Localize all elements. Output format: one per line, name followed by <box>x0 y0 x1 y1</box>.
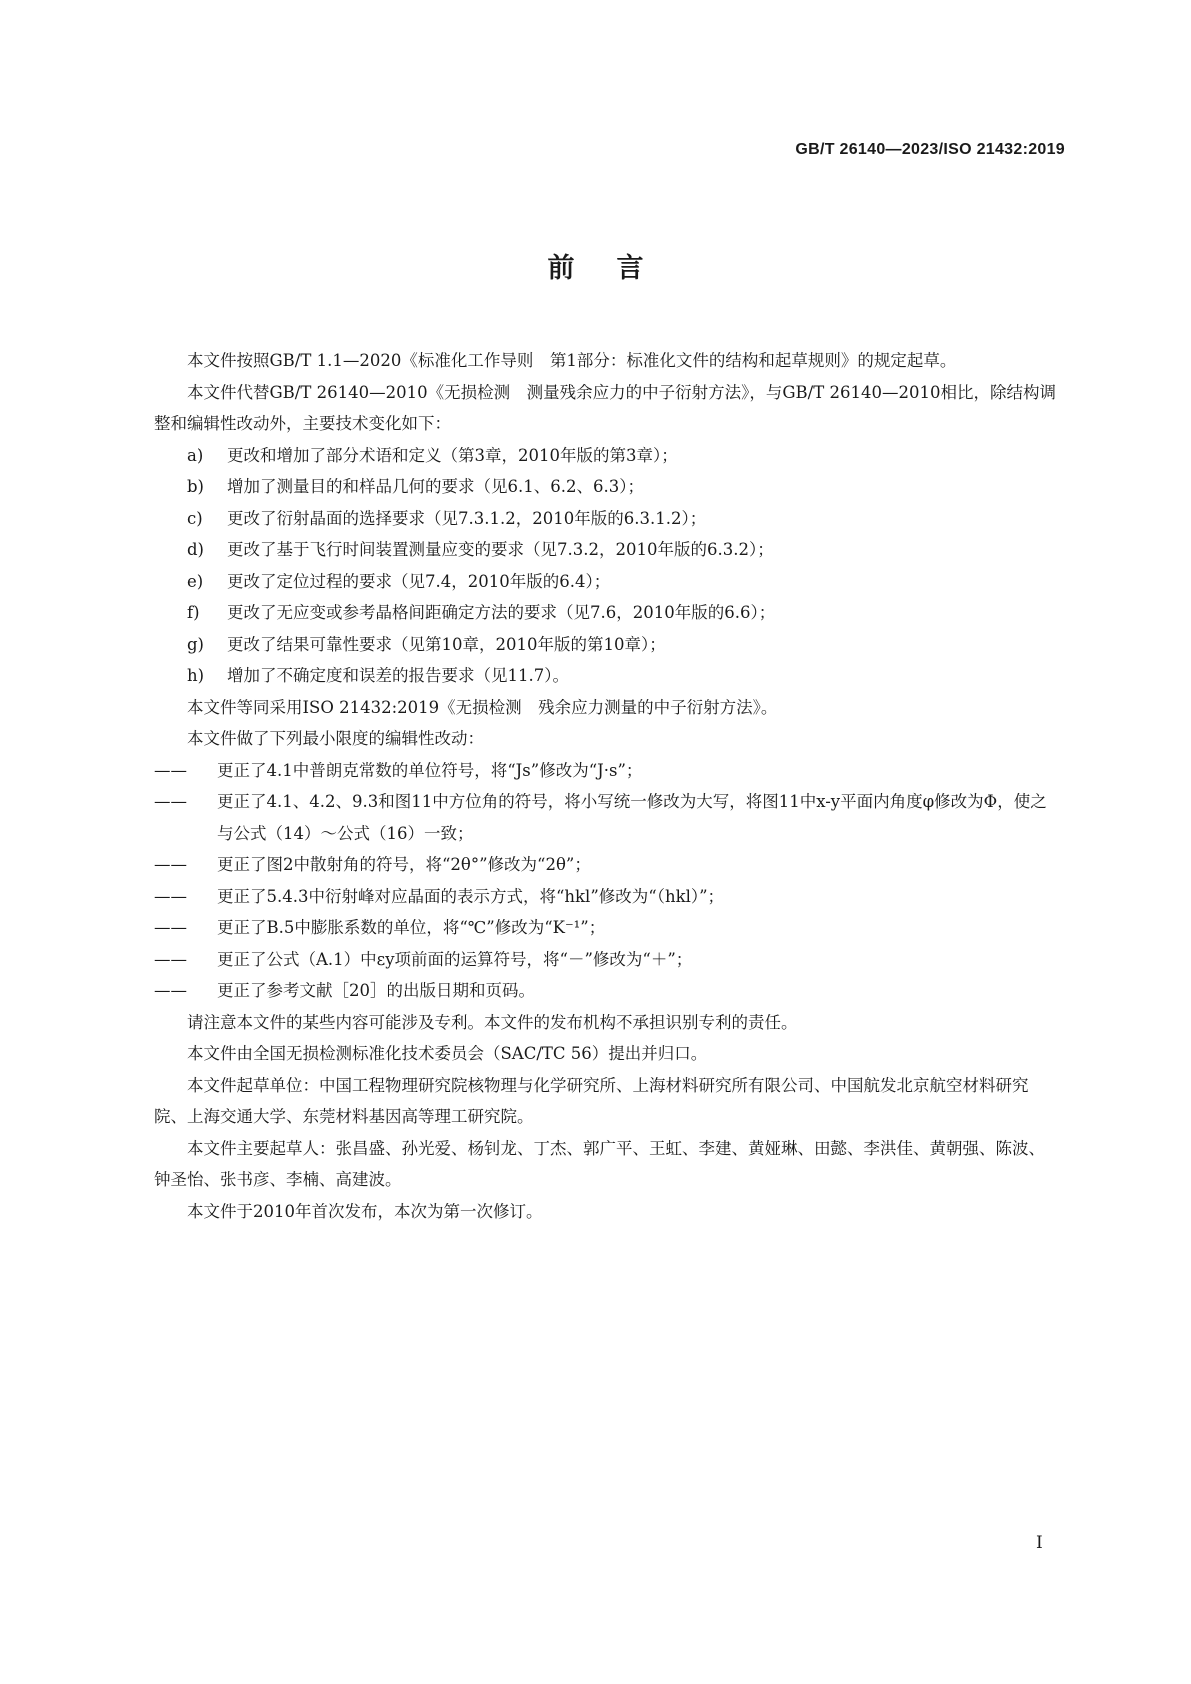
list-label: c) <box>187 508 203 528</box>
dash-item <box>154 912 1060 944</box>
dash-mark: —— <box>154 981 187 1000</box>
dash-item <box>154 881 1060 913</box>
list-text: 更改和增加了部分术语和定义（第3章，2010年版的第3章）； <box>227 445 678 465</box>
dash-item <box>154 755 1060 787</box>
foreword-body <box>154 345 1060 1227</box>
list-text: 增加了测量目的和样品几何的要求（见6.1、6.2、6.3）； <box>227 477 644 496</box>
dash-text: 更正了5.4.3中衍射峰对应晶面的表示方式，将“hkl”修改为“（hkl）”； <box>217 886 725 906</box>
list-item <box>154 503 1060 535</box>
list-item <box>154 440 1060 472</box>
list-text: 更改了定位过程的要求（见7.4，2010年版的6.4）； <box>227 571 611 591</box>
list-label: e) <box>187 571 204 591</box>
paragraph: 本文件主要起草人：张昌盛、孙光爱、杨钊龙、丁杰、郭广平、王虹、李建、黄娅琳、田懿、李洪佳、黄朝强、陈波、钟圣怡、张书彦、李楠、高建波。 <box>154 1138 1045 1189</box>
dash-text: 更正了图2中散射角的符号，将“2θ°”修改为“2θ”； <box>217 855 591 874</box>
list-label: f) <box>187 603 200 622</box>
edits-list <box>154 755 1060 1007</box>
dash-item <box>154 786 1060 849</box>
list-text: 更改了基于飞行时间装置测量应变的要求（见7.3.2，2010年版的6.3.2）； <box>227 540 774 559</box>
dash-mark: —— <box>154 760 187 780</box>
page-title: 前言 <box>547 253 686 284</box>
list-text: 更改了衍射晶面的选择要求（见7.3.1.2，2010年版的6.3.1.2）； <box>227 508 707 528</box>
dash-mark: —— <box>154 918 187 937</box>
dash-text: 更正了参考文献［20］的出版日期和页码。 <box>217 981 535 1000</box>
list-label: a) <box>187 445 204 465</box>
paragraph: 本文件等同采用ISO 21432:2019《无损检测 残余应力测量的中子衍射方法》。 <box>187 697 778 717</box>
dash-text: 更正了公式（A.1）中εy项前面的运算符号，将“－”修改为“＋”； <box>217 949 693 969</box>
dash-item <box>154 975 1060 1007</box>
dash-item <box>154 849 1060 881</box>
page-number: I <box>1036 1533 1043 1553</box>
standard-number: GB/T 26140—2023/ISO 21432:2019 <box>795 141 1065 158</box>
list-text: 更改了结果可靠性要求（见第10章，2010年版的第10章）； <box>227 634 666 654</box>
list-label: g) <box>187 634 204 654</box>
dash-text: 更正了4.1、4.2、9.3和图11中方位角的符号，将小写统一修改为大写，将图11中x-y平面内角度φ修改为Φ，使之与公式（14）～公式（16）一致； <box>217 792 1047 843</box>
paragraph: 本文件按照GB/T 1.1—2020《标准化工作导则 第1部分：标准化文件的结构和起草规则》的规定起草。 <box>187 351 957 370</box>
list-item <box>154 566 1060 598</box>
paragraph: 请注意本文件的某些内容可能涉及专利。本文件的发布机构不承担识别专利的责任。 <box>187 1012 798 1032</box>
list-item <box>154 660 1060 692</box>
list-label: d) <box>187 540 204 559</box>
changes-list <box>154 440 1060 692</box>
list-item <box>154 597 1060 629</box>
dash-mark: —— <box>154 855 187 874</box>
dash-item <box>154 944 1060 976</box>
list-label: b) <box>187 477 204 496</box>
list-text: 增加了不确定度和误差的报告要求（见11.7）。 <box>227 666 569 685</box>
paragraph: 本文件代替GB/T 26140—2010《无损检测 测量残余应力的中子衍射方法》，与GB/T 26140—2010相比，除结构调整和编辑性改动外，主要技术变化如下： <box>154 382 1056 433</box>
list-item <box>154 471 1060 503</box>
paragraph: 本文件起草单位：中国工程物理研究院核物理与化学研究所、上海材料研究所有限公司、中国航发北京航空材料研究院、上海交通大学、东莞材料基因高等理工研究院。 <box>154 1075 1029 1126</box>
dash-mark: —— <box>154 886 187 906</box>
dash-mark: —— <box>154 949 187 969</box>
dash-text: 更正了B.5中膨胀系数的单位，将“℃”修改为“K⁻¹”； <box>217 918 606 937</box>
list-text: 更改了无应变或参考晶格间距确定方法的要求（见7.6，2010年版的6.6）； <box>227 603 776 622</box>
dash-text: 更正了4.1中普朗克常数的单位符号，将“Js”修改为“J·s”； <box>217 760 643 780</box>
list-item <box>154 629 1060 661</box>
paragraph: 本文件做了下列最小限度的编辑性改动： <box>187 729 484 748</box>
dash-mark: —— <box>154 792 187 811</box>
paragraph: 本文件于2010年首次发布，本次为第一次修订。 <box>187 1201 543 1221</box>
list-label: h) <box>187 666 205 685</box>
paragraph: 本文件由全国无损检测标准化技术委员会（SAC/TC 56）提出并归口。 <box>187 1044 708 1063</box>
list-item <box>154 534 1060 566</box>
